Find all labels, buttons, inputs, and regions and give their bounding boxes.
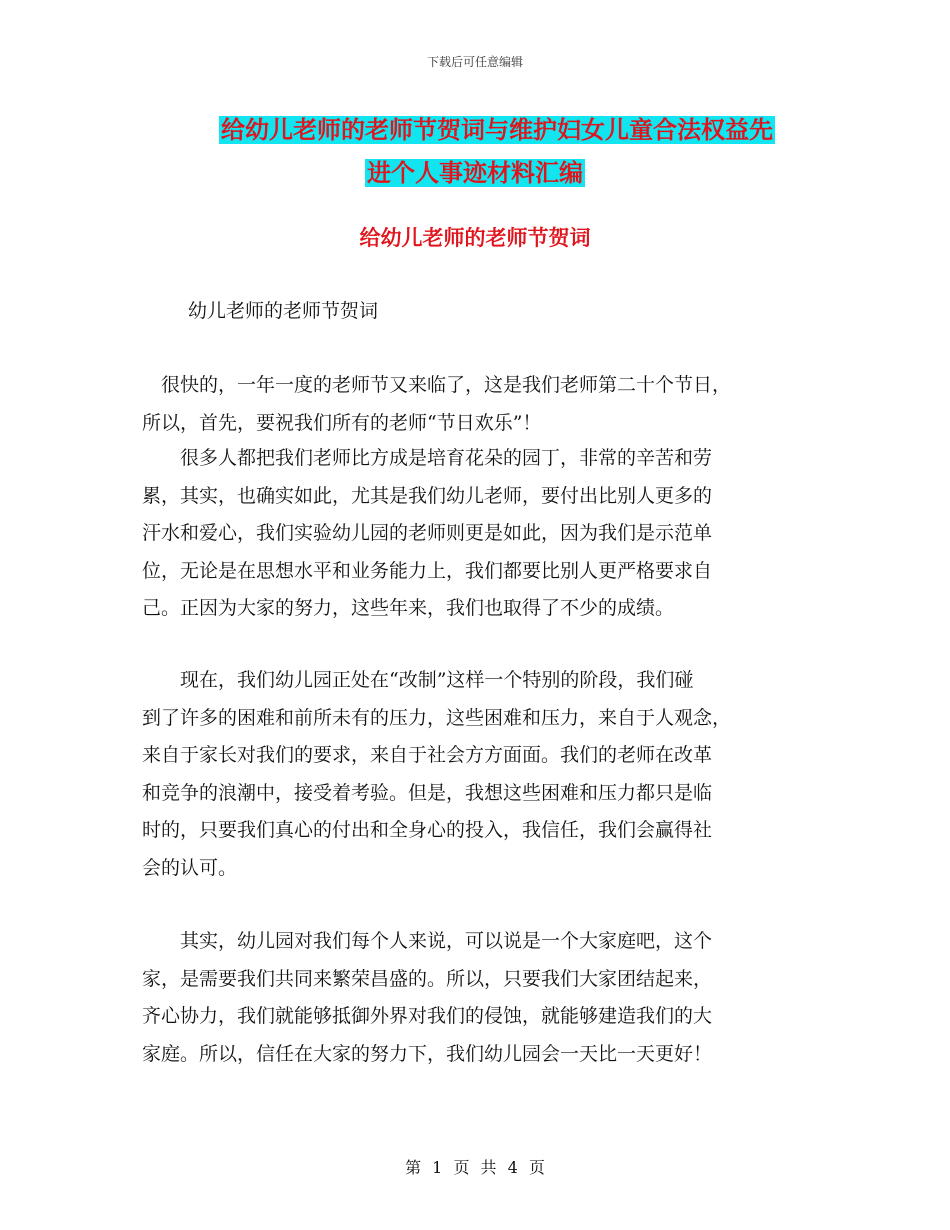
- paragraph-line: 家庭。所以，信任在大家的努力下，我们幼儿园会一天比一天更好！: [142, 1042, 713, 1065]
- paragraph-line: 和竞争的浪潮中，接受着考验。但是，我想这些困难和压力都只是临: [142, 781, 713, 804]
- paragraph-2: [142, 440, 822, 628]
- paragraph-line: 位，无论是在思想水平和业务能力上，我们都要比别人更严格要求自: [142, 559, 713, 582]
- paragraph-line: 时的，只要我们真心的付出和全身心的投入，我信任，我们会赢得社: [142, 819, 713, 841]
- page-number-footer: 第 1 页 共 4 页: [405, 1158, 545, 1177]
- document-title-line-1: 给幼儿老师的老师节贺词与维护妇女儿童合法权益先: [221, 116, 773, 144]
- paragraph-line: 汗水和爱心，我们实验幼儿园的老师则更是如此，因为我们是示范单: [142, 522, 713, 544]
- paragraph-line: 现在，我们幼儿园正处在“改制”这样一个特别的阶段，我们碰: [142, 669, 694, 691]
- subheading: 幼儿老师的老师节贺词: [188, 300, 379, 322]
- document-title-line-2: 进个人事迹材料汇编: [367, 159, 583, 187]
- paragraph-4: [142, 923, 822, 1073]
- paragraph-line: 到了许多的困难和前所未有的压力，这些困难和压力，来自于人观念，: [142, 706, 732, 729]
- paragraph-3: [142, 662, 822, 887]
- paragraph-1: [142, 367, 822, 442]
- paragraph-line: 家，是需要我们共同来繁荣昌盛的。所以，只要我们大家团结起来，: [142, 967, 713, 990]
- paragraph-line: 齐心协力，我们就能够抵御外界对我们的侵蚀，就能够建造我们的大: [142, 1005, 713, 1027]
- paragraph-line: 很快的，一年一度的老师节又来临了，这是我们老师第二十个节日，: [142, 374, 732, 396]
- paragraph-line: 会的认可。: [142, 856, 238, 879]
- paragraph-line: 累，其实，也确实如此，尤其是我们幼儿老师，要付出比别人更多的: [142, 484, 713, 507]
- paragraph-line: 所以，首先，要祝我们所有的老师“节日欢乐”！: [142, 411, 542, 434]
- section-title: 给幼儿老师的老师节贺词: [359, 226, 591, 250]
- paragraph-line: 很多人都把我们老师比方成是培育花朵的园丁，非常的辛苦和劳: [142, 447, 713, 469]
- header-note: 下载后可任意编辑: [426, 55, 523, 69]
- paragraph-line: 其实，幼儿园对我们每个人来说，可以说是一个大家庭吧，这个: [142, 930, 713, 952]
- paragraph-line: 己。正因为大家的努力，这些年来，我们也取得了不少的成绩。: [142, 597, 675, 619]
- paragraph-line: 来自于家长对我们的要求，来自于社会方方面面。我们的老师在改革: [142, 744, 713, 766]
